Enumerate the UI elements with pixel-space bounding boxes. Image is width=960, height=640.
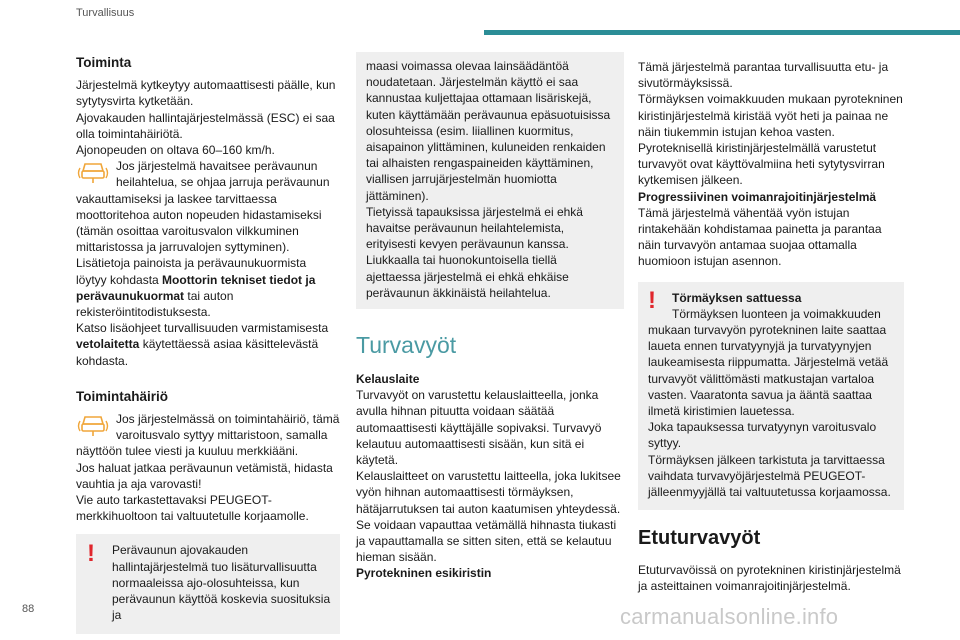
warning-box [638,282,904,511]
section-heading-toimintahairio: Toimintahäiriö [76,388,169,404]
exclamation-warning-icon: ! [87,540,95,568]
warning-box-continued [356,52,624,309]
trailer-sway-warning-icon [76,160,110,186]
paragraph: Pyroteknisellä kiristinjärjestelmällä varustetut turvavyöt ovat käyttövalmiina heti sytytysvirran kytkemisen jälkeen. [638,141,885,188]
warning-text: Tietyissä tapauksissa järjestelmä ei ehkä havaitse perävaunun heilahtelemista, erityisesti kevyen perävaunun kanssa. [366,204,583,252]
running-header: Turvallisuus [76,7,135,19]
warning-box [76,534,340,633]
header-accent-bar [484,30,960,35]
chapter-title: Turvavyöt [356,332,457,359]
paragraph: Jos haluat jatkaa perävaunun vetämistä, hidasta vauhtia ja aja varovasti! [76,460,333,491]
warning-title: Törmäyksen sattuessa [672,290,802,305]
paragraph: Lisätietoja painoista ja perävaunukuormista löytyy kohdasta Moottorin tekniset tiedot ja perävaunukuormat tai auton rekisteröintitodistuksesta. [76,256,316,320]
warning-text: Törmäyksen jälkeen tarkistuta ja tarvittaessa vaihdata turvavyöjärjestelmä PEUGEOT-jälleenmyyjällä tai valtuutetussa korjaamossa. [648,452,891,500]
warning-text: Törmäyksen luonteen ja voimakkuuden mukaan turvavyön pyrotekninen laite saattaa laueta ennen turvatyynyjä ja turvatyynyjen laukeamisesta riippumatta. Järjestelmä vetää turvavyöt välittömästi matkustajan vartaloa vasten. Vaaratonta savua ja ääntä saattaa ilmetä kiristimien lauetessa. [648,306,889,419]
subheading: Pyrotekninen esikiristin [356,566,492,581]
paragraph: Törmäyksen voimakkuuden mukaan pyrotekninen kiristinjärjestelmä kiristää vyöt heti ja painaa ne näin tiukemmin istujan kehoa vasten. [638,92,903,139]
exclamation-warning-icon: ! [648,286,656,314]
column-3 [638,59,904,595]
paragraph: Katso lisäohjeet turvallisuuden varmistamisesta vetolaitetta käytettäessä asiaa käsittelevästä kohdasta. [76,321,329,368]
paragraph: Järjestelmä kytkeytyy automaattisesti päälle, kun sytytysvirta kytketään. [76,78,336,109]
warning-text: Joka tapauksessa turvatyynyn varoitusvalo syttyy. [648,420,877,451]
paragraph: Jos järjestelmässä on toimintahäiriö, tämä varoitusvalo syttyy mittaristoon, samalla näyttöön tulee viesti ja kuuluu merkkiääni. [76,412,340,459]
paragraph: Etuturvavöissä on pyrotekninen kiristinjärjestelmä ja asteittainen voimanrajoitinjärjestelmä. [638,563,901,594]
warning-text: Liukkaalla tai huonokuntoisella tiellä ajettaessa järjestelmä ei ehkä ehkäise perävaunun äkkinäistä heilahtelua. [366,253,569,300]
paragraph: Vie auto tarkastettavaksi PEUGEOT-merkkihuoltoon tai valtuutetulle korjaamolle. [76,493,309,524]
paragraph: Jos järjestelmä havaitsee perävaunun heilahtelua, se ohjaa jarruja perävaunun vakauttamiseksi ja laskee tarvittaessa moottoritehoa auton nopeuden hidastamiseksi (tämän osoittaa varoitusvalon vilkkuminen mittaristossa ja jarruvalojen syttyminen). [76,159,330,255]
trailer-sway-warning-icon [76,413,110,439]
column-2 [356,52,624,582]
paragraph: Tämä järjestelmä parantaa turvallisuutta etu- ja sivutörmäyksissä. [638,60,889,91]
paragraph: Tämä järjestelmä vähentää vyön istujan rintakehään kohdistamaa painetta ja parantaa näin turvavyön antamaa suojaa ottamalla huomioon istujan asennon. [638,205,882,269]
warning-text: Perävaunun ajovakauden hallintajärjestelmä tuo lisäturvallisuutta normaaleissa ajo-olosuhteissa, kun perävaunun käyttöä koskevia suosituksia ja [112,543,331,623]
watermark: carmanualsonline.info [620,604,839,629]
section-heading-etuturvavyot: Etuturvavyöt [638,527,761,550]
paragraph: Kelauslaitteet on varustettu laitteella, joka lukitsee vyön hihnan automaattisesti törmäyksen, hätäjarrutuksen tai auton kaatumisen yhteydessä. Se voidaan vapauttaa vetämällä hihnasta tiukasti ja vapauttamalla se sitten siten, että se kelautuu hieman sisään. [356,469,621,565]
warning-text: maasi voimassa olevaa lainsäädäntöä noudatetaan. Järjestelmän käyttö ei saa kannustaa kuljettajaa ottamaan lisäriskejä, kuten käyttämään perävaunua epäsuotuisissa olosuhteissa (esim. liiallinen kuormitus, aisapainon ylittäminen, kuluneiden renkaiden tai alhaisten rengaspaineiden käyttäminen, viallisen jarrujärjestelmän huomiotta jättäminen). [366,59,611,203]
paragraph: Turvavyöt on varustettu kelauslaitteella, jonka avulla hihnan pituutta voidaan säätää automaattisesti käyttäjälle sopivaksi. Turvavyö kelautuu automaattisesti sisään, kun sitä ei käytetä. [356,388,602,468]
section-heading-toiminta: Toiminta [76,55,132,70]
subheading: Progressiivinen voimanrajoitinjärjestelmä [638,189,877,204]
subheading: Kelauslaite [356,372,420,387]
column-1 [76,55,340,634]
paragraph: Ajonopeuden on oltava 60–160 km/h. [76,143,275,158]
paragraph: Ajovakauden hallintajärjestelmässä (ESC) ei saa olla toimintahäiriötä. [76,110,335,141]
page-number: 88 [22,603,35,615]
